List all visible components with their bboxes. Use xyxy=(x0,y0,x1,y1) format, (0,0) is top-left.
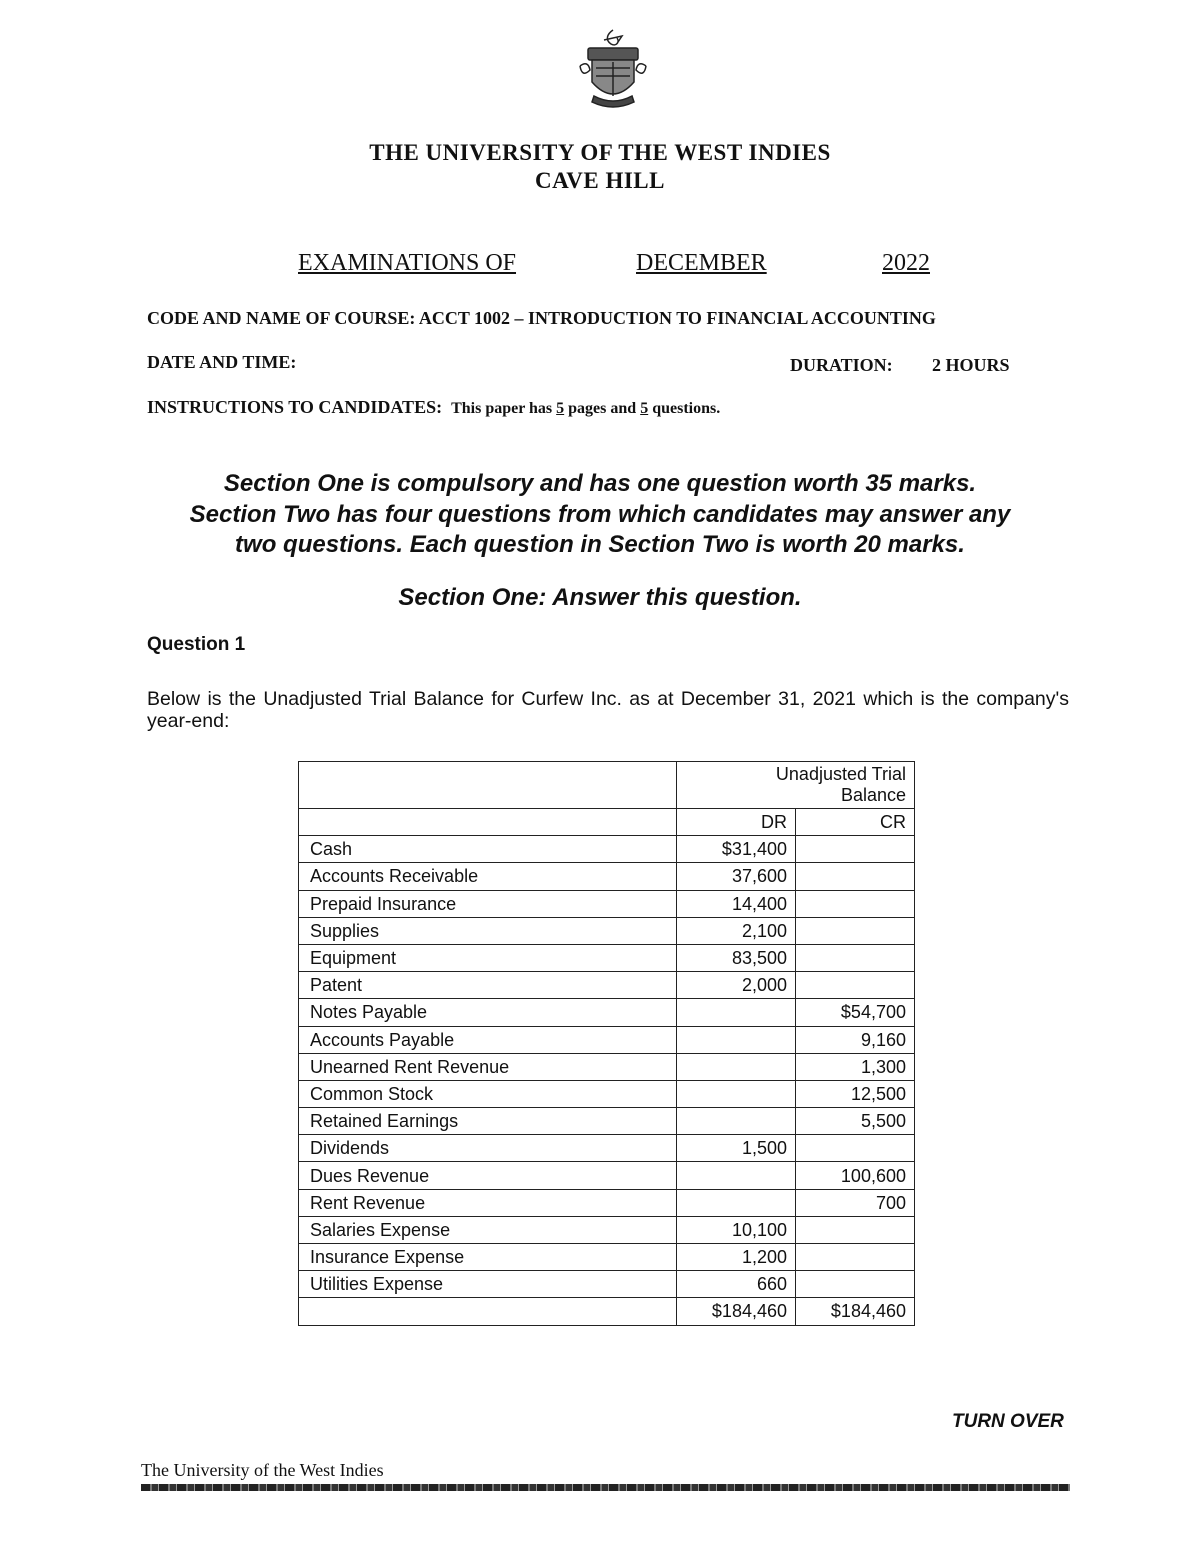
dr-label: DR xyxy=(677,809,796,836)
university-crest-icon xyxy=(574,26,652,110)
dr-cell: 83,500 xyxy=(677,944,796,971)
dr-cell xyxy=(677,1080,796,1107)
notice-line-1: Section One is compulsory and has one question worth 35 marks. xyxy=(223,470,977,497)
question-count: 5 xyxy=(640,400,649,417)
cr-cell: 100,600 xyxy=(796,1162,915,1189)
dr-cell xyxy=(677,1162,796,1189)
cr-label: CR xyxy=(796,809,915,836)
dr-cell: 1,500 xyxy=(677,1135,796,1162)
column-label-row xyxy=(299,809,915,836)
table-row xyxy=(299,1162,915,1189)
cr-cell xyxy=(796,836,915,863)
dr-cell: 10,100 xyxy=(677,1216,796,1243)
cr-cell xyxy=(796,1216,915,1243)
instructions-text-pre: This paper has xyxy=(451,400,557,417)
account-cell: Salaries Expense xyxy=(299,1216,677,1243)
cr-cell xyxy=(796,1244,915,1271)
cr-cell xyxy=(796,1135,915,1162)
exam-label: EXAMINATIONS OF xyxy=(298,250,517,276)
header-title-line-2: Balance xyxy=(840,785,906,805)
cr-cell xyxy=(796,972,915,999)
page-count: 5 xyxy=(556,400,565,417)
dr-cell: 2,000 xyxy=(677,972,796,999)
course-code-name: CODE AND NAME OF COURSE: ACCT 1002 – INTRODUCTION TO FINANCIAL ACCOUNTING xyxy=(147,308,936,328)
totals-row xyxy=(299,1298,915,1325)
account-cell: Utilities Expense xyxy=(299,1271,677,1298)
footer-rule xyxy=(141,1484,1070,1491)
dr-cell: 1,200 xyxy=(677,1244,796,1271)
account-cell: Equipment xyxy=(299,944,677,971)
cr-cell: 1,300 xyxy=(796,1053,915,1080)
cr-cell xyxy=(796,944,915,971)
dr-cell: 2,100 xyxy=(677,917,796,944)
account-cell: Retained Earnings xyxy=(299,1108,677,1135)
account-cell: Prepaid Insurance xyxy=(299,890,677,917)
duration-label: DURATION: xyxy=(790,355,893,375)
exam-year: 2022 xyxy=(882,250,930,276)
cr-cell xyxy=(796,863,915,890)
university-name: THE UNIVERSITY OF THE WEST INDIES xyxy=(369,140,831,165)
notice-line-3: two questions. Each question in Section Two is worth 20 marks. xyxy=(235,531,965,558)
table-row xyxy=(299,1108,915,1135)
table-row xyxy=(299,1189,915,1216)
dr-cell: 660 xyxy=(677,1271,796,1298)
table-row xyxy=(299,1080,915,1107)
footer-institution: The University of the West Indies xyxy=(141,1460,384,1480)
account-cell: Dividends xyxy=(299,1135,677,1162)
account-cell: Unearned Rent Revenue xyxy=(299,1053,677,1080)
table-row xyxy=(299,1271,915,1298)
table-row xyxy=(299,999,915,1026)
exam-month: DECEMBER xyxy=(636,250,767,276)
account-cell: Common Stock xyxy=(299,1080,677,1107)
trial-balance-table xyxy=(298,761,915,1326)
cr-cell xyxy=(796,890,915,917)
table-row xyxy=(299,917,915,944)
account-cell: Notes Payable xyxy=(299,999,677,1026)
column-label-blank xyxy=(299,809,677,836)
cr-cell xyxy=(796,917,915,944)
instructions-text-mid: pages and xyxy=(564,400,641,417)
question-title: Question 1 xyxy=(147,634,246,655)
account-cell: Accounts Payable xyxy=(299,1026,677,1053)
table-row xyxy=(299,1216,915,1243)
table-row xyxy=(299,863,915,890)
table-row xyxy=(299,1135,915,1162)
account-cell: Cash xyxy=(299,836,677,863)
dr-cell xyxy=(677,1108,796,1135)
cr-cell: 9,160 xyxy=(796,1026,915,1053)
instructions-label: INSTRUCTIONS TO CANDIDATES: xyxy=(147,397,443,417)
section-one-heading: Section One: Answer this question. xyxy=(398,584,802,611)
instructions-text-post: questions. xyxy=(648,400,721,417)
turn-over-note: TURN OVER xyxy=(952,1411,1064,1432)
table-row xyxy=(299,1026,915,1053)
total-cr: $184,460 xyxy=(796,1298,915,1325)
dr-cell xyxy=(677,1189,796,1216)
account-cell: Patent xyxy=(299,972,677,999)
cr-cell: 5,500 xyxy=(796,1108,915,1135)
date-time-label: DATE AND TIME: xyxy=(147,352,297,372)
dr-cell xyxy=(677,1053,796,1080)
dr-cell: 37,600 xyxy=(677,863,796,890)
header-title-line-1: Unadjusted Trial xyxy=(775,764,906,784)
totals-blank xyxy=(299,1298,677,1325)
header-title-cell xyxy=(677,762,915,809)
table-row xyxy=(299,944,915,971)
table-row xyxy=(299,972,915,999)
table-row xyxy=(299,1053,915,1080)
dr-cell: $31,400 xyxy=(677,836,796,863)
notice-line-2: Section Two has four questions from which candidates may answer any xyxy=(189,501,1011,528)
instructions xyxy=(147,397,720,418)
campus-name: CAVE HILL xyxy=(535,168,665,193)
account-cell: Rent Revenue xyxy=(299,1189,677,1216)
table-row xyxy=(299,1244,915,1271)
dr-cell: 14,400 xyxy=(677,890,796,917)
header-blank-cell xyxy=(299,762,677,809)
question-intro: Below is the Unadjusted Trial Balance for Curfew Inc. as at December 31, 2021 which is the company's year-end: xyxy=(147,688,1069,732)
table-header-row xyxy=(299,762,915,809)
total-dr: $184,460 xyxy=(677,1298,796,1325)
account-cell: Accounts Receivable xyxy=(299,863,677,890)
cr-cell: 700 xyxy=(796,1189,915,1216)
duration-value: 2 HOURS xyxy=(932,355,1010,375)
account-cell: Insurance Expense xyxy=(299,1244,677,1271)
cr-cell: 12,500 xyxy=(796,1080,915,1107)
dr-cell xyxy=(677,1026,796,1053)
cr-cell xyxy=(796,1271,915,1298)
table-row xyxy=(299,890,915,917)
account-cell: Dues Revenue xyxy=(299,1162,677,1189)
cr-cell: $54,700 xyxy=(796,999,915,1026)
dr-cell xyxy=(677,999,796,1026)
table-row xyxy=(299,836,915,863)
account-cell: Supplies xyxy=(299,917,677,944)
